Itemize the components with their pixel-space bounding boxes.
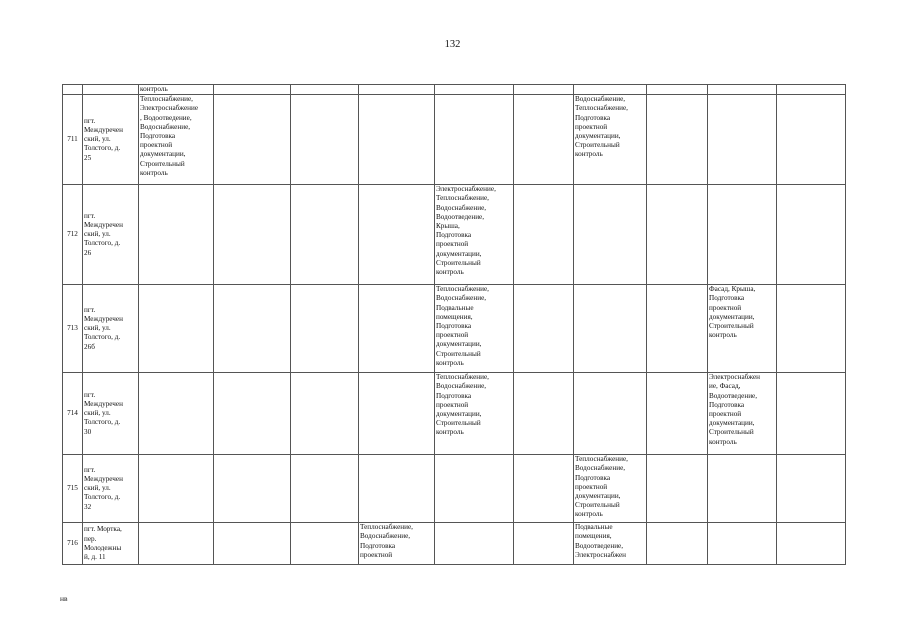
work-type-cell [139, 455, 214, 523]
work-type-cell [647, 523, 708, 565]
work-type-cell [708, 95, 777, 185]
work-type-cell [514, 523, 574, 565]
work-type-cell [291, 185, 359, 285]
work-type-cell [214, 95, 291, 185]
work-type-cell [514, 185, 574, 285]
work-type-cell [291, 455, 359, 523]
work-type-cell [647, 373, 708, 455]
address-cell: пгт. Междуречен ский, ул. Толстого, д. 30 [83, 373, 139, 455]
work-type-cell [777, 95, 846, 185]
page-number: 132 [444, 39, 461, 50]
work-type-cell [777, 185, 846, 285]
row-number: 713 [63, 285, 83, 373]
work-type-cell: Теплоснабжение, Водоснабжение, Подготовка проектной документации, Строительный контроль [435, 373, 514, 455]
work-type-cell: Подвальные помещения, Водоотведение, Электроснабжен [574, 523, 647, 565]
work-type-cell: Электроснабжен ие, Фасад, Водоотведение, Подготовка проектной документации, Строительный контроль [708, 373, 777, 455]
work-type-cell: Теплоснабжение, Водоснабжение, Подготовка проектной [359, 523, 435, 565]
address-cell: пгт. Междуречен ский, ул. Толстого, д. 26б [83, 285, 139, 373]
work-type-cell [708, 523, 777, 565]
work-type-cell [291, 373, 359, 455]
work-type-cell: Теплоснабжение, Водоснабжение, Подвальные помещения, Подготовка проектной документации, Строительный контроль [435, 285, 514, 373]
address-cell: пгт. Мортка, пер. Молодежны й, д. 11 [83, 523, 139, 565]
work-type-cell [359, 95, 435, 185]
work-type-cell [139, 185, 214, 285]
work-type-cell: Фасад, Крыша, Подготовка проектной документации, Строительный контроль [708, 285, 777, 373]
footer-mark: нв [60, 594, 68, 603]
work-type-cell [514, 373, 574, 455]
table-row [63, 373, 846, 455]
table-row [63, 523, 846, 565]
work-type-cell [777, 523, 846, 565]
work-type-cell [514, 285, 574, 373]
work-type-cell [574, 285, 647, 373]
continuation-cell: контроль [139, 85, 214, 95]
address-cell: пгт. Междуречен ский, ул. Толстого, д. 25 [83, 95, 139, 185]
work-type-cell [291, 95, 359, 185]
address-cell: пгт. Междуречен ский, ул. Толстого, д. 32 [83, 455, 139, 523]
work-type-cell [359, 185, 435, 285]
work-type-cell [139, 523, 214, 565]
work-type-cell [647, 95, 708, 185]
work-type-cell [214, 523, 291, 565]
work-type-cell [214, 285, 291, 373]
work-type-cell [435, 523, 514, 565]
work-type-cell: Теплоснабжение, Водоснабжение, Подготовка проектной документации, Строительный контроль [574, 455, 647, 523]
work-type-cell [359, 285, 435, 373]
work-type-cell [291, 523, 359, 565]
work-type-cell [647, 455, 708, 523]
table-row [63, 95, 846, 185]
work-type-cell [777, 285, 846, 373]
work-type-cell [214, 455, 291, 523]
work-type-cell [359, 373, 435, 455]
work-type-cell [708, 455, 777, 523]
table-row [63, 285, 846, 373]
row-number: 715 [63, 455, 83, 523]
address-cell: пгт. Междуречен ский, ул. Толстого, д. 26 [83, 185, 139, 285]
table-row [63, 185, 846, 285]
work-type-cell [435, 455, 514, 523]
work-type-cell [708, 185, 777, 285]
work-type-cell [574, 373, 647, 455]
work-type-cell [574, 185, 647, 285]
table-row [63, 455, 846, 523]
work-type-cell [435, 95, 514, 185]
continuation-row [63, 85, 846, 95]
row-number: 712 [63, 185, 83, 285]
row-number: 711 [63, 95, 83, 185]
work-type-cell [777, 455, 846, 523]
work-type-cell: Водоснабжение, Теплоснабжение, Подготовка проектной документации, Строительный контроль [574, 95, 647, 185]
work-type-cell [139, 373, 214, 455]
work-type-cell [514, 95, 574, 185]
work-type-cell [514, 455, 574, 523]
work-type-cell [291, 285, 359, 373]
work-type-cell [139, 285, 214, 373]
work-type-cell: Электроснабжение, Теплоснабжение, Водоснабжение, Водоотведение, Крыша, Подготовка проектной документации, Строительный контроль [435, 185, 514, 285]
program-table [62, 84, 846, 565]
work-type-cell [214, 185, 291, 285]
row-number: 714 [63, 373, 83, 455]
work-type-cell [647, 185, 708, 285]
work-type-cell [777, 373, 846, 455]
work-type-cell [359, 455, 435, 523]
work-type-cell [647, 285, 708, 373]
work-type-cell [214, 373, 291, 455]
row-number: 716 [63, 523, 83, 565]
work-type-cell: Теплоснабжение, Электроснабжение , Водоотведение, Водоснабжение, Подготовка проектной документации, Строительный контроль [139, 95, 214, 185]
